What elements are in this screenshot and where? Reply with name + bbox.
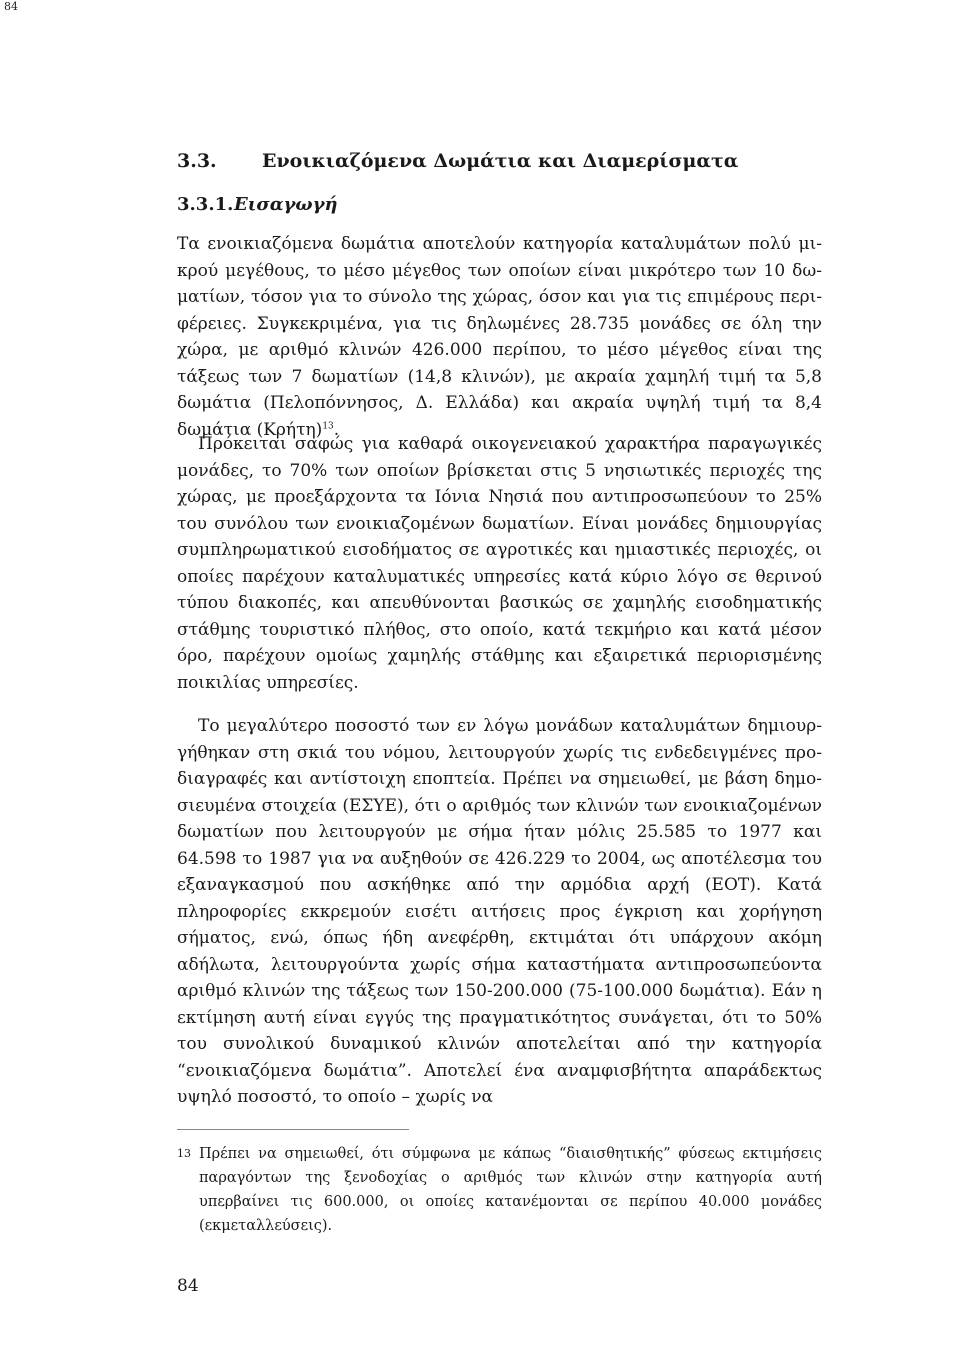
section-heading [177,148,738,174]
footnote-number: 13 [177,1147,191,1160]
intro-paragraph-end: . [333,419,340,440]
subsection-heading [177,193,338,217]
page-number: 84 [177,1276,199,1296]
section-number: 3.3. [177,150,217,172]
section-title: Ενοικιαζόμενα Δωμάτια και Διαμερίσματα [262,150,739,172]
footnote-divider [177,1129,409,1130]
footnote-reference[interactable]: 13 [322,420,334,431]
second-paragraph: Πρόκειται σαφώς για καθαρά οικογενειακού χαρακτήρα παραγωγικές μονάδες, το 70% των οποίων βρίσκεται στις 5 νησιωτικές περιοχές της χώρας, με προεξάρχοντα τα Ιόνια Νησιά που αντιπροσωπεύουν το 25% του συνόλου των ενοικιαζομένων δωματίων. Είναι μονάδες δημιουργίας συμπληρωματικού εισοδήματος σε αγροτικές και ημιαστικές περιοχές, οι οποίες παρέχουν καταλυματικές υπηρεσίες κατά κύριο λόγο σε θερινού τύπου διακοπές, και απευθύνονται βασικώς σε χαμηλής εισοδηματικής στάθμης τουριστικό πλήθος, στο οποίο, κατά τεκμήριο και κατά μέσον όρο, παρέχουν ομοίως χαμηλής στάθμης και εξαιρετικά περιορισμένης ποικιλίας υπηρεσίες. [177,434,822,693]
intro-paragraph [177,231,822,443]
footnote [177,1142,822,1238]
third-paragraph: Το μεγαλύτερο ποσοστό των εν λόγω μονάδων καταλυμάτων δημιουργήθηκαν στη σκιά του νόμου, λειτουργούν χωρίς τις ενδεδειγμένες προδιαγραφές και αντίστοιχη εποπτεία. Πρέπει να σημειωθεί, με βάση δημοσιευμένα στοιχεία (ΕΣΥΕ), ότι ο αριθμός των κλινών των ενοικιαζομένων δωματίων που λειτουργούν με σήμα ήταν μόλις 25.585 το 1977 και 64.598 το 1987 για να αυξηθούν σε 426.229 το 2004, ως αποτέλεσμα του εξαναγκασμού που ασκήθηκε από την αρμόδια αρχή (ΕΟΤ). Κατά πληροφορίες εκκρεμούν εισέτι αιτήσεις προς έγκριση και χορήγηση σήματος, ενώ, όπως ήδη ανεφέρθη, εκτιμάται ότι υπάρχουν ακόμη αδήλωτα, λειτουργούντα χωρίς σήμα καταστήματα αντιπροσωπεύοντα αριθμό κλινών της τάξεως των 150-200.000 (75-100.000 δωμάτια). Εάν η εκτίμηση αυτή είναι εγγύς της πραγματικότητος συνάγεται, ότι το 50% του συνολικού δυναμικού κλινών αποτελείται από την κατηγορία “ενοικιαζόμενα δωμάτια”. Αποτελεί ένα αναμφισβήτητα απαράδεκτως υψηλό ποσοστό, το οποίο – χωρίς να [177,716,822,1107]
subsection-number: 3.3.1. [177,194,234,215]
intro-paragraph-text: Τα ενοικιαζόμενα δωμάτια αποτελούν κατηγορία καταλυμάτων πολύ μικρού μεγέθους, το μέσο μέγεθος των οποίων είναι μικρότερο των 10 δωματίων, τόσον για το σύνολο της χώρας, όσον και για τις επιμέρους περιφέρειες. Συγκεκριμένα, για τις δηλωμένες 28.735 μονάδες σε όλη την χώρα, με αριθμό κλινών 426.000 περίπου, το μέσο μέγεθος είναι της τάξεως των 7 δωματίων (14,8 κλινών), με ακραία χαμηλή τιμή τα 5,8 δωμάτια (Πελοπόννησος, Δ. Ελλάδα) και ακραία υψηλή τιμή τα 8,4 δωμάτια (Κρήτη) [177,234,822,440]
corner-page-label: 84 [4,0,18,13]
footnote-text: Πρέπει να σημειωθεί, ότι σύμφωνα με κάπως “διαισθητικής” φύσεως εκτιμήσεις παραγόντων της ξενοδοχίας ο αριθμός των κλινών στην κατηγορία αυτή υπερβαίνει τις 600.000, οι οποίες κατανέμονται σε περίπου 40.000 μονάδες (εκμεταλλεύσεις). [199,1146,822,1234]
subsection-title: Εισαγωγή [234,194,338,215]
